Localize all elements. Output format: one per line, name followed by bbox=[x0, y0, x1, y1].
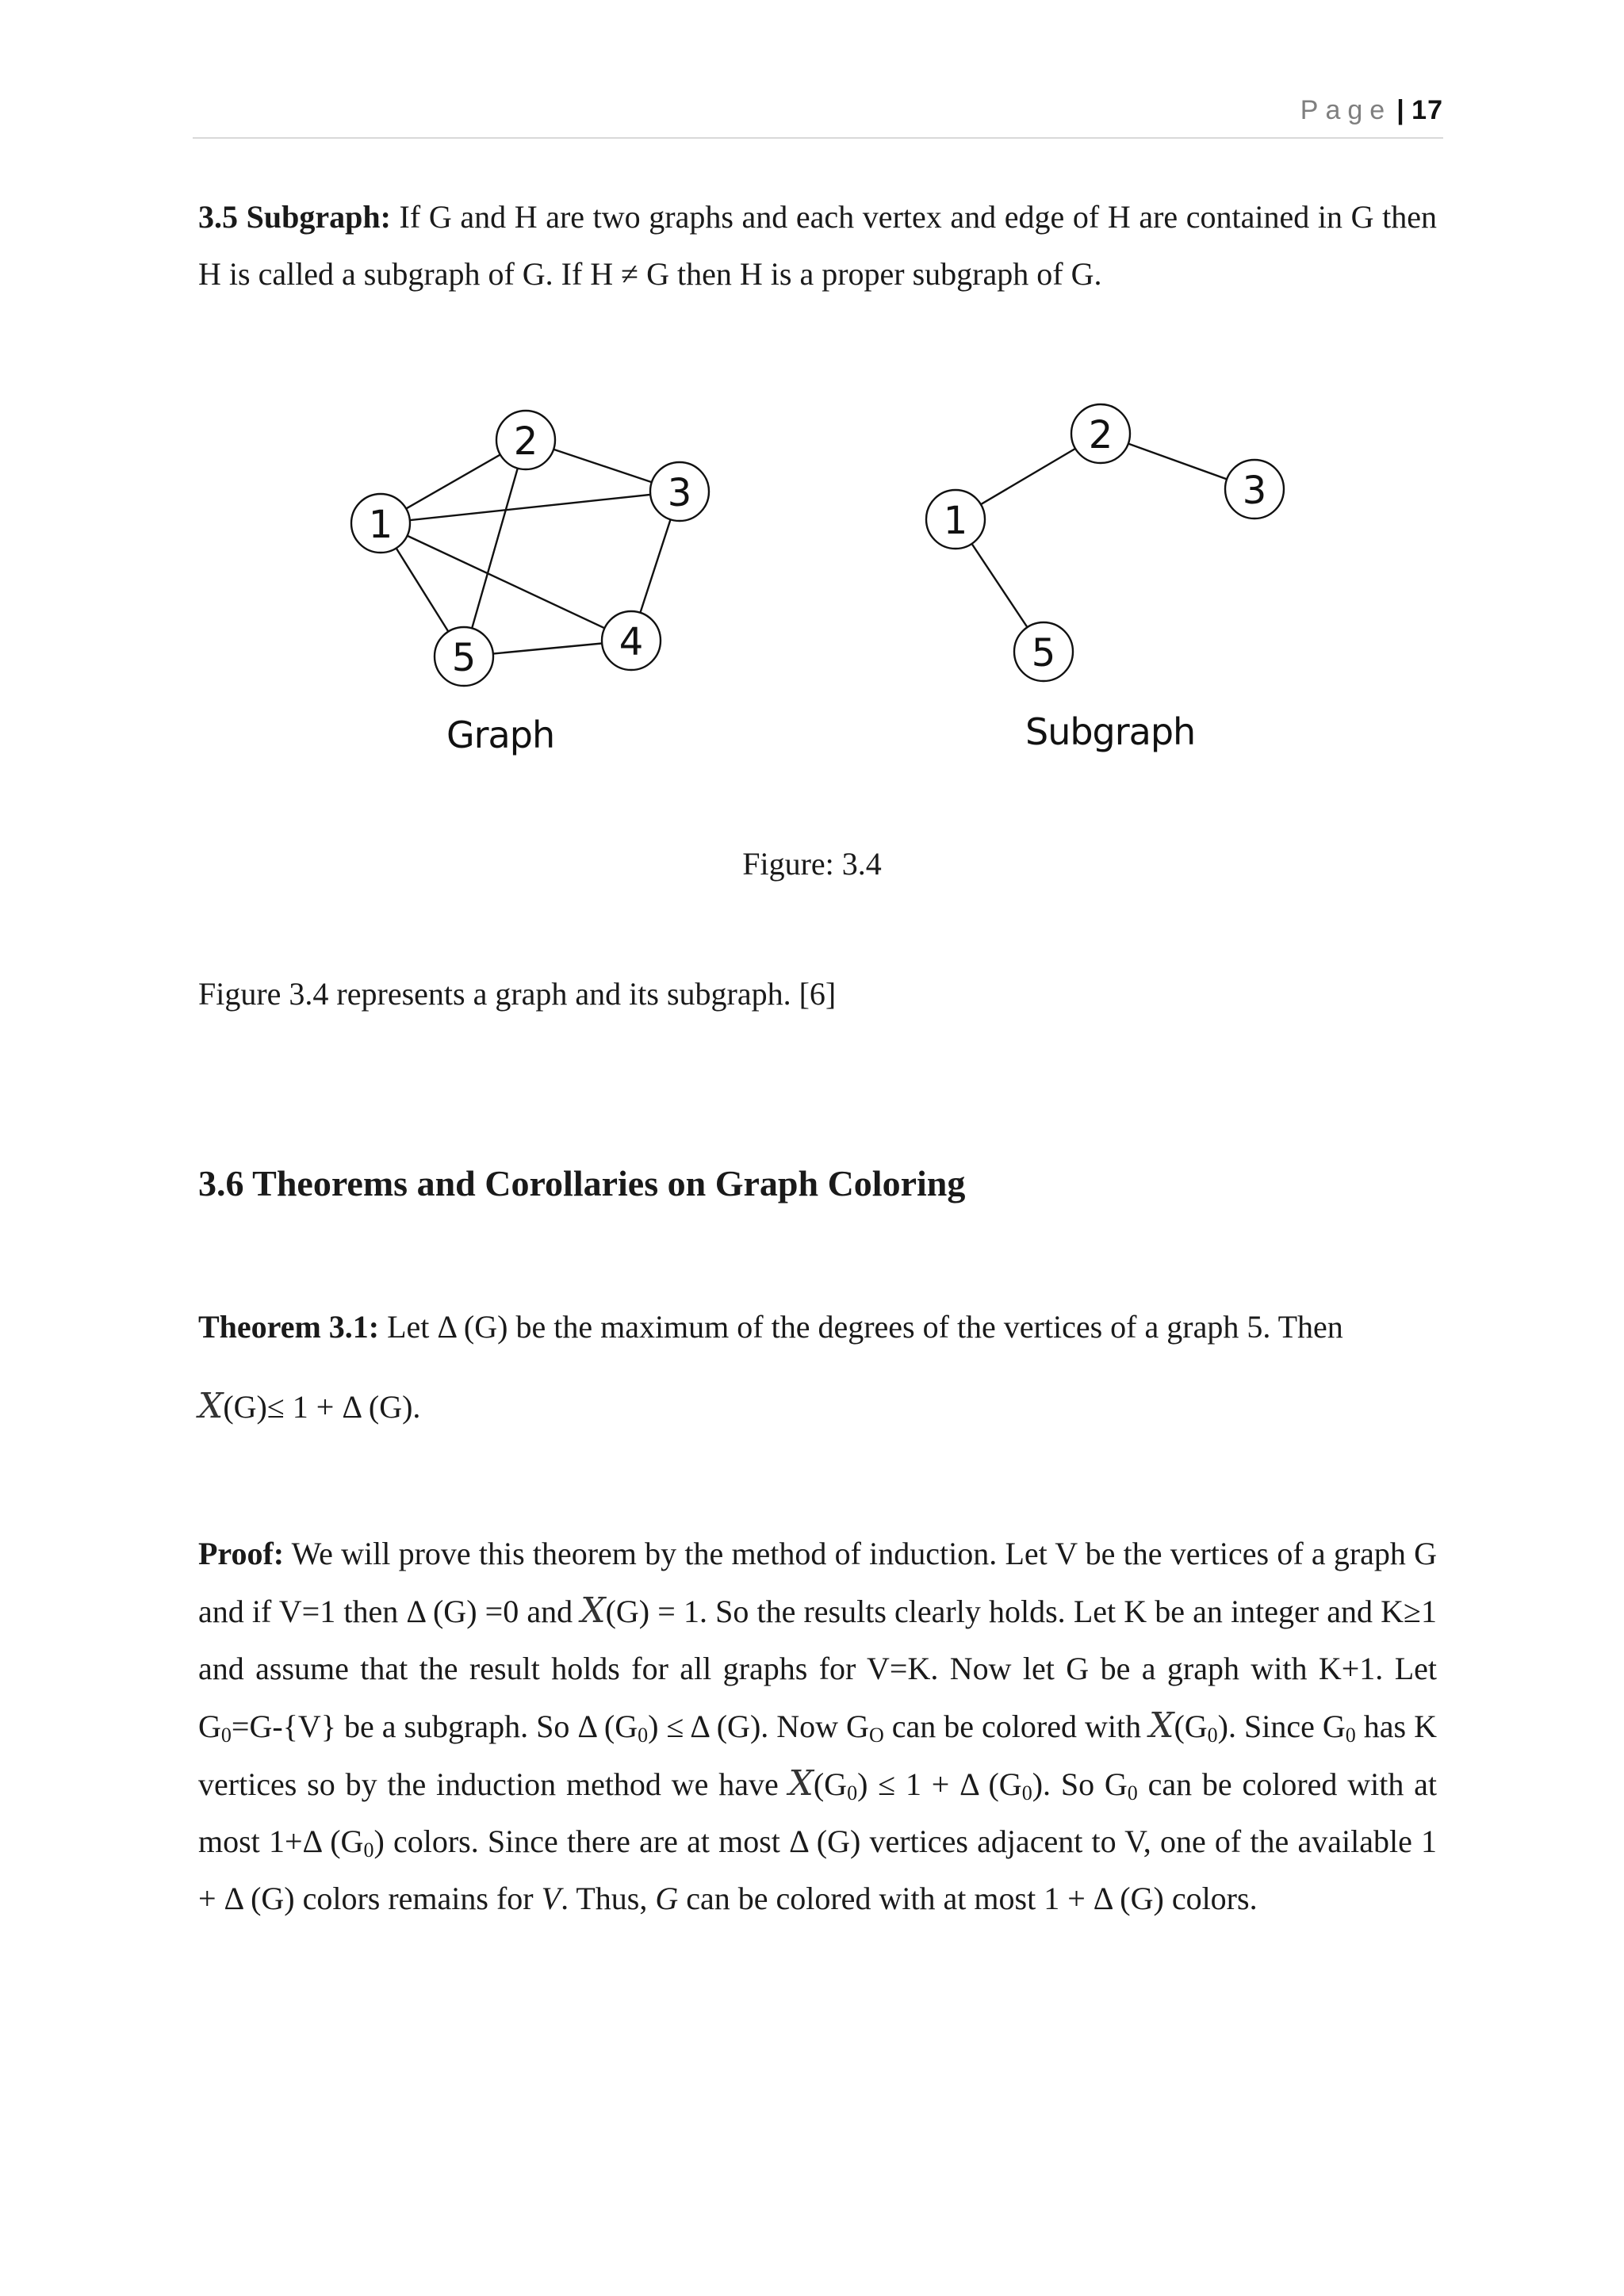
proof-paragraph bbox=[198, 1525, 1437, 1927]
header-rule bbox=[193, 137, 1443, 139]
proof-text: We will prove this theorem by the method of induction. Let V be the vertices of a graph G and if V=1 then Δ (G) =0 and bbox=[198, 1536, 1437, 1629]
chi-symbol: X bbox=[1149, 1705, 1174, 1746]
subgraph-heading: 3.5 Subgraph: bbox=[198, 199, 391, 235]
subgraph-vertex-1 bbox=[926, 490, 985, 549]
subscript: 0 bbox=[1345, 1724, 1356, 1747]
svg-text:5: 5 bbox=[451, 636, 477, 680]
svg-text:3: 3 bbox=[1242, 469, 1267, 513]
subgraph-vertex-5 bbox=[1014, 622, 1073, 681]
proof-text: ). So G bbox=[1032, 1766, 1128, 1802]
subscript: 0 bbox=[1207, 1724, 1218, 1747]
page-word: Page bbox=[1300, 95, 1392, 125]
proof-text: (G bbox=[813, 1766, 848, 1802]
chi-symbol: X bbox=[788, 1763, 814, 1804]
graph-vertex-5 bbox=[435, 627, 493, 686]
svg-text:1: 1 bbox=[943, 499, 968, 543]
theorem-text-2: (G)≤ 1 + Δ (G). bbox=[223, 1389, 421, 1425]
subscript: O bbox=[868, 1724, 884, 1747]
italic-v: V bbox=[541, 1881, 561, 1916]
proof-text: ) ≤ Δ (G). Now G bbox=[648, 1709, 869, 1744]
proof-text: ). Since G bbox=[1217, 1709, 1346, 1744]
italic-g: G bbox=[655, 1881, 679, 1916]
theorem-3-1 bbox=[198, 1288, 1437, 1447]
graph-figure bbox=[333, 388, 745, 706]
graph-vertex-4 bbox=[602, 611, 661, 670]
figure-caption: Figure: 3.4 bbox=[742, 846, 882, 882]
graph-label: Graph bbox=[446, 714, 555, 756]
subscript: 0 bbox=[1021, 1781, 1032, 1804]
theorem-label: Theorem 3.1: bbox=[198, 1309, 380, 1345]
subgraph-text: If G and H are two graphs and each vertex and edge of H are contained in G then H is called a subgraph of G. If H ≠ G then H is a proper subgraph of G. bbox=[198, 199, 1437, 292]
section-heading: 3.6 Theorems and Corollaries on Graph Coloring bbox=[198, 1163, 966, 1203]
figure-note: Figure 3.4 represents a graph and its subgraph. [6] bbox=[198, 976, 837, 1012]
svg-text:1: 1 bbox=[368, 503, 393, 547]
subgraph-vertex-3 bbox=[1225, 460, 1284, 519]
svg-text:3: 3 bbox=[667, 471, 692, 515]
subscript: 0 bbox=[638, 1724, 649, 1747]
graph-vertex-2 bbox=[496, 411, 555, 469]
proof-text: can be colored with bbox=[883, 1709, 1150, 1744]
svg-text:2: 2 bbox=[1088, 413, 1113, 457]
proof-label: Proof: bbox=[198, 1536, 285, 1571]
subgraph-vertex-2 bbox=[1071, 404, 1130, 463]
subscript: 0 bbox=[1127, 1781, 1138, 1804]
proof-text: (G) = 1. So the results clearly holds. Let K be an integer and K≥1 and assume that the result holds for all graphs for V=K. Now let G be a graph with K+1. Let G bbox=[198, 1594, 1437, 1744]
proof-text: ) ≤ 1 + Δ (G bbox=[857, 1766, 1022, 1802]
page-number: 17 bbox=[1411, 95, 1443, 125]
proof-text: ) colors. Since there are at most Δ (G) vertices adjacent to V, one of the available 1 + Δ (G) colors remains for bbox=[198, 1823, 1438, 1916]
subgraph-vertices bbox=[926, 404, 1284, 681]
proof-text: can be colored with at most 1 + Δ (G) colors. bbox=[678, 1881, 1258, 1916]
graph-vertex-3 bbox=[650, 462, 709, 521]
svg-text:2: 2 bbox=[513, 419, 538, 464]
subgraph-label: Subgraph bbox=[1025, 710, 1196, 753]
subgraph-definition bbox=[198, 189, 1437, 303]
subscript: 0 bbox=[847, 1781, 858, 1804]
page-header bbox=[1237, 95, 1443, 126]
proof-text: =G-{V} be a subgraph. So Δ (G bbox=[231, 1709, 638, 1744]
proof-text: (G bbox=[1174, 1709, 1208, 1744]
subscript: 0 bbox=[220, 1724, 232, 1747]
theorem-text-1: Let Δ (G) be the maximum of the degrees of the vertices of a graph 5. Then bbox=[379, 1309, 1343, 1345]
chi-symbol: X bbox=[198, 1386, 224, 1426]
proof-text: . Thus, bbox=[561, 1881, 656, 1916]
subscript: 0 bbox=[363, 1839, 374, 1862]
page-separator: | bbox=[1396, 95, 1404, 125]
svg-text:4: 4 bbox=[619, 620, 644, 664]
graph-vertices bbox=[351, 411, 709, 686]
subgraph-figure bbox=[896, 381, 1308, 698]
chi-symbol: X bbox=[580, 1590, 606, 1631]
svg-text:5: 5 bbox=[1031, 631, 1056, 675]
graph-vertex-1 bbox=[351, 494, 410, 553]
proof-text: can be colored with at most 1+Δ (G bbox=[198, 1766, 1438, 1859]
proof-text: has K vertices so by the induction method we have bbox=[198, 1709, 1437, 1802]
